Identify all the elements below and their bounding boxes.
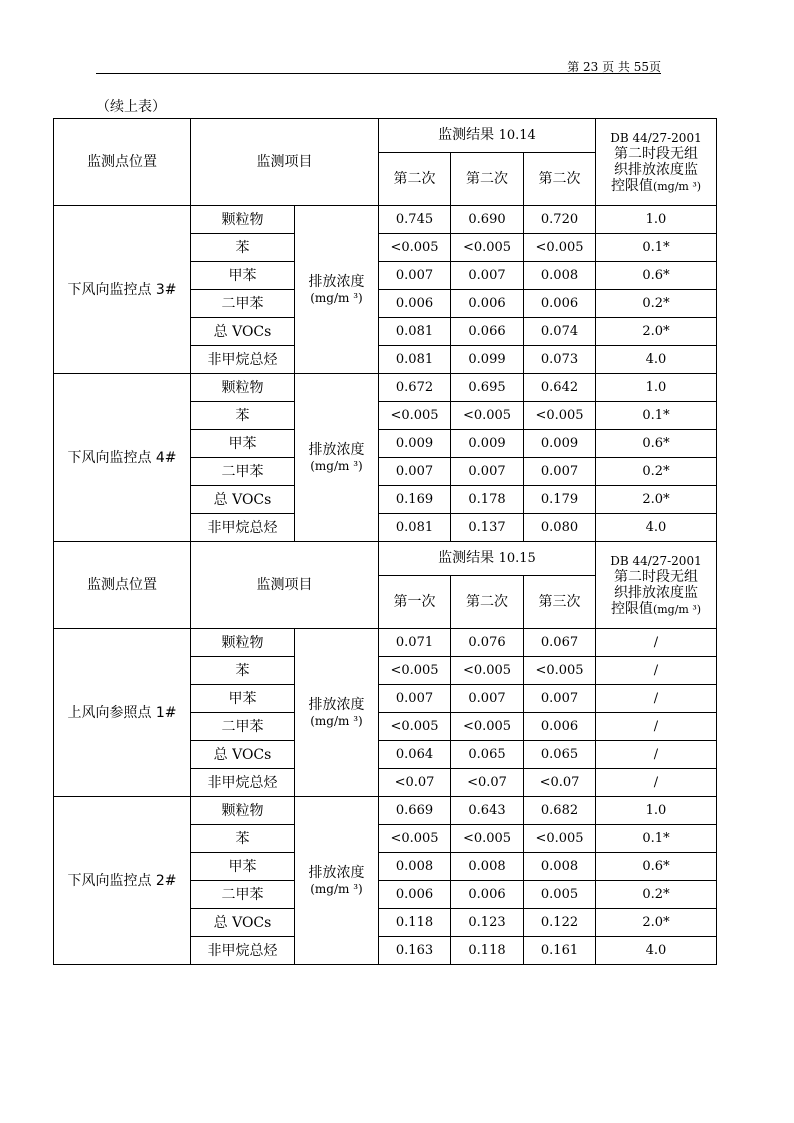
table-header-row: [54, 542, 717, 576]
item-cell: 非甲烷总烃: [191, 346, 295, 374]
value-cell: <0.005: [451, 234, 524, 262]
location-cell: 下风向监控点 3#: [54, 206, 191, 374]
item-cell: 颗粒物: [191, 206, 295, 234]
value-cell: <0.07: [524, 769, 596, 797]
value-cell: 0.179: [524, 486, 596, 514]
table-header-row: [54, 119, 717, 153]
standard-code: DB 44/27-2001: [610, 130, 702, 145]
value-cell: <0.005: [451, 825, 524, 853]
item-cell: 苯: [191, 825, 295, 853]
result-header: [379, 119, 596, 153]
value-cell: <0.07: [451, 769, 524, 797]
concentration-unit: (mg/m ³): [310, 290, 363, 305]
concentration-unit: (mg/m ³): [310, 881, 363, 896]
concentration-label: 排放浓度: [308, 696, 365, 713]
value-cell: 0.081: [379, 318, 451, 346]
value-cell: <0.07: [379, 769, 451, 797]
item-column-header: 监测项目: [191, 542, 379, 629]
concentration-cell: [295, 797, 379, 965]
limit-cell: 0.1*: [596, 402, 717, 430]
value-cell: 0.720: [524, 206, 596, 234]
item-column-header: 监测项目: [191, 119, 379, 206]
value-cell: <0.005: [524, 657, 596, 685]
item-cell: 非甲烷总烃: [191, 937, 295, 965]
item-cell: 总 VOCs: [191, 486, 295, 514]
location-column-header: 监测点位置: [54, 119, 191, 206]
value-cell: 0.074: [524, 318, 596, 346]
value-cell: 0.672: [379, 374, 451, 402]
location-cell: 下风向监控点 2#: [54, 797, 191, 965]
item-cell: 二甲苯: [191, 290, 295, 318]
value-cell: 0.006: [379, 881, 451, 909]
limit-cell: /: [596, 657, 717, 685]
page-number: 第 23 页 共 55页: [567, 60, 661, 74]
round-column-header: 第二次: [524, 153, 596, 206]
item-cell: 甲苯: [191, 685, 295, 713]
value-cell: <0.005: [379, 402, 451, 430]
limit-cell: 1.0: [596, 206, 717, 234]
limit-cell: 4.0: [596, 937, 717, 965]
round-column-header: 第二次: [451, 153, 524, 206]
item-cell: 非甲烷总烃: [191, 769, 295, 797]
value-cell: 0.682: [524, 797, 596, 825]
value-cell: 0.137: [451, 514, 524, 542]
limit-cell: 1.0: [596, 374, 717, 402]
value-cell: 0.669: [379, 797, 451, 825]
value-cell: 0.745: [379, 206, 451, 234]
value-cell: 0.009: [524, 430, 596, 458]
standard-line-4: [596, 601, 716, 618]
limit-cell: 2.0*: [596, 318, 717, 346]
value-cell: 0.080: [524, 514, 596, 542]
value-cell: 0.008: [524, 262, 596, 290]
value-cell: 0.006: [524, 713, 596, 741]
value-cell: 0.008: [451, 853, 524, 881]
value-cell: 0.007: [451, 458, 524, 486]
value-cell: <0.005: [379, 234, 451, 262]
result-date: 10.14: [498, 128, 536, 143]
value-cell: 0.178: [451, 486, 524, 514]
limit-cell: 0.2*: [596, 458, 717, 486]
concentration-unit: (mg/m ³): [310, 713, 363, 728]
limit-cell: 2.0*: [596, 486, 717, 514]
value-cell: 0.007: [524, 685, 596, 713]
page-header: [0, 56, 794, 76]
item-cell: 总 VOCs: [191, 318, 295, 346]
item-cell: 非甲烷总烃: [191, 514, 295, 542]
value-cell: <0.005: [524, 402, 596, 430]
value-cell: <0.005: [524, 234, 596, 262]
round-column-header: 第二次: [379, 153, 451, 206]
standard-line-3: 织排放浓度监: [614, 584, 698, 601]
value-cell: 0.066: [451, 318, 524, 346]
value-cell: 0.169: [379, 486, 451, 514]
item-cell: 颗粒物: [191, 374, 295, 402]
value-cell: 0.007: [451, 685, 524, 713]
value-cell: 0.076: [451, 629, 524, 657]
value-cell: 0.065: [524, 741, 596, 769]
item-cell: 颗粒物: [191, 629, 295, 657]
standard-limit-unit: (mg/m ³): [652, 179, 702, 193]
standard-limit-unit: (mg/m ³): [652, 602, 702, 616]
round-column-header: 第二次: [451, 576, 524, 629]
value-cell: 0.118: [379, 909, 451, 937]
table-row: [54, 206, 717, 234]
limit-cell: 1.0: [596, 797, 717, 825]
value-cell: 0.007: [379, 262, 451, 290]
table-row: [54, 797, 717, 825]
limit-cell: 0.6*: [596, 262, 717, 290]
item-cell: 苯: [191, 234, 295, 262]
limit-cell: 0.2*: [596, 881, 717, 909]
location-column-header: 监测点位置: [54, 542, 191, 629]
item-cell: 二甲苯: [191, 713, 295, 741]
standard-limit-label: 控限值: [610, 177, 653, 194]
value-cell: 0.008: [379, 853, 451, 881]
item-cell: 甲苯: [191, 430, 295, 458]
round-column-header: 第一次: [379, 576, 451, 629]
result-date: 10.15: [498, 551, 536, 566]
standard-limit-label: 控限值: [610, 600, 653, 617]
value-cell: 0.006: [379, 290, 451, 318]
value-cell: 0.006: [451, 881, 524, 909]
limit-cell: 0.1*: [596, 825, 717, 853]
value-cell: 0.008: [524, 853, 596, 881]
value-cell: <0.005: [451, 402, 524, 430]
value-cell: <0.005: [451, 657, 524, 685]
value-cell: 0.006: [451, 290, 524, 318]
concentration-cell: [295, 629, 379, 797]
item-cell: 甲苯: [191, 853, 295, 881]
result-label: 监测结果: [438, 127, 495, 143]
value-cell: 0.081: [379, 514, 451, 542]
value-cell: 0.006: [524, 290, 596, 318]
value-cell: 0.065: [451, 741, 524, 769]
value-cell: 0.122: [524, 909, 596, 937]
value-cell: <0.005: [379, 657, 451, 685]
standard-line-4: [596, 178, 716, 195]
value-cell: 0.690: [451, 206, 524, 234]
item-cell: 总 VOCs: [191, 741, 295, 769]
location-cell: 上风向参照点 1#: [54, 629, 191, 797]
continued-label: （续上表）: [96, 99, 166, 115]
value-cell: 0.081: [379, 346, 451, 374]
result-header: [379, 542, 596, 576]
item-cell: 甲苯: [191, 262, 295, 290]
standard-line-3: 织排放浓度监: [614, 161, 698, 178]
location-cell: 下风向监控点 4#: [54, 374, 191, 542]
result-label: 监测结果: [438, 550, 495, 566]
item-cell: 苯: [191, 657, 295, 685]
limit-cell: /: [596, 769, 717, 797]
standard-limit-header: [596, 542, 717, 629]
limit-cell: 0.6*: [596, 853, 717, 881]
item-cell: 颗粒物: [191, 797, 295, 825]
limit-cell: 0.1*: [596, 234, 717, 262]
concentration-cell: [295, 374, 379, 542]
header-rule: [96, 73, 661, 74]
item-cell: 总 VOCs: [191, 909, 295, 937]
concentration-label: 排放浓度: [308, 273, 365, 290]
limit-cell: 0.6*: [596, 430, 717, 458]
value-cell: 0.099: [451, 346, 524, 374]
value-cell: <0.005: [379, 713, 451, 741]
limit-cell: /: [596, 741, 717, 769]
concentration-label: 排放浓度: [308, 441, 365, 458]
value-cell: 0.642: [524, 374, 596, 402]
limit-cell: 2.0*: [596, 909, 717, 937]
value-cell: 0.695: [451, 374, 524, 402]
value-cell: 0.067: [524, 629, 596, 657]
item-cell: 二甲苯: [191, 881, 295, 909]
item-cell: 二甲苯: [191, 458, 295, 486]
value-cell: 0.064: [379, 741, 451, 769]
value-cell: 0.073: [524, 346, 596, 374]
item-cell: 苯: [191, 402, 295, 430]
round-column-header: 第三次: [524, 576, 596, 629]
concentration-unit: (mg/m ³): [310, 458, 363, 473]
value-cell: 0.009: [379, 430, 451, 458]
value-cell: 0.007: [379, 458, 451, 486]
concentration-cell: [295, 206, 379, 374]
value-cell: 0.009: [451, 430, 524, 458]
value-cell: <0.005: [379, 825, 451, 853]
standard-line-2: 第二时段无组: [614, 145, 698, 162]
table-row: [54, 374, 717, 402]
standard-limit-header: [596, 119, 717, 206]
limit-cell: /: [596, 713, 717, 741]
value-cell: 0.163: [379, 937, 451, 965]
monitoring-results-table: [53, 118, 717, 965]
value-cell: <0.005: [451, 713, 524, 741]
limit-cell: /: [596, 629, 717, 657]
value-cell: 0.007: [524, 458, 596, 486]
value-cell: 0.071: [379, 629, 451, 657]
value-cell: 0.007: [379, 685, 451, 713]
limit-cell: 4.0: [596, 514, 717, 542]
limit-cell: 0.2*: [596, 290, 717, 318]
value-cell: 0.118: [451, 937, 524, 965]
value-cell: <0.005: [524, 825, 596, 853]
concentration-label: 排放浓度: [308, 864, 365, 881]
limit-cell: /: [596, 685, 717, 713]
value-cell: 0.005: [524, 881, 596, 909]
value-cell: 0.643: [451, 797, 524, 825]
table-row: [54, 629, 717, 657]
value-cell: 0.123: [451, 909, 524, 937]
value-cell: 0.161: [524, 937, 596, 965]
standard-code: DB 44/27-2001: [610, 553, 702, 568]
standard-line-2: 第二时段无组: [614, 568, 698, 585]
value-cell: 0.007: [451, 262, 524, 290]
limit-cell: 4.0: [596, 346, 717, 374]
